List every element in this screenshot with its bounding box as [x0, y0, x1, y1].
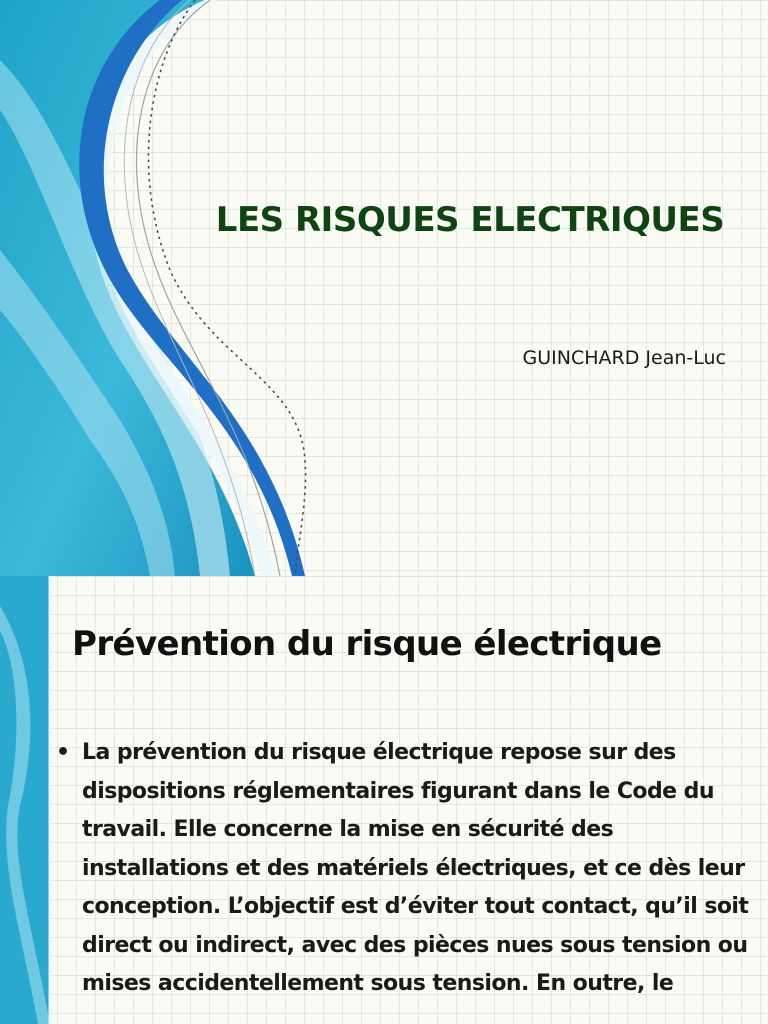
list-item [56, 734, 756, 1004]
slide-title: LES RISQUES ELECTRIQUES [215, 200, 725, 240]
slide-heading: Prévention du risque électrique [72, 624, 662, 664]
author-name: GUINCHARD Jean-Luc [522, 347, 726, 369]
content-slide [0, 576, 768, 1024]
decorative-swoosh-graphic [0, 0, 340, 576]
bullet-dot-icon: • [56, 740, 70, 765]
decorative-side-strip [0, 576, 52, 1024]
bullet-text: La prévention du risque électrique repose sur des dispositions réglementaires figurant dans le Code du travail. Elle concerne la mise en sécurité des installations et des matériels électriques, et ce dès leur conception. L’objectif est d’éviter tout contact, qu’il soit direct ou indirect, avec des pièces nues sous tension ou mises accidentellement sous tension. En outre, le [82, 740, 749, 996]
bullet-list [56, 734, 756, 1004]
